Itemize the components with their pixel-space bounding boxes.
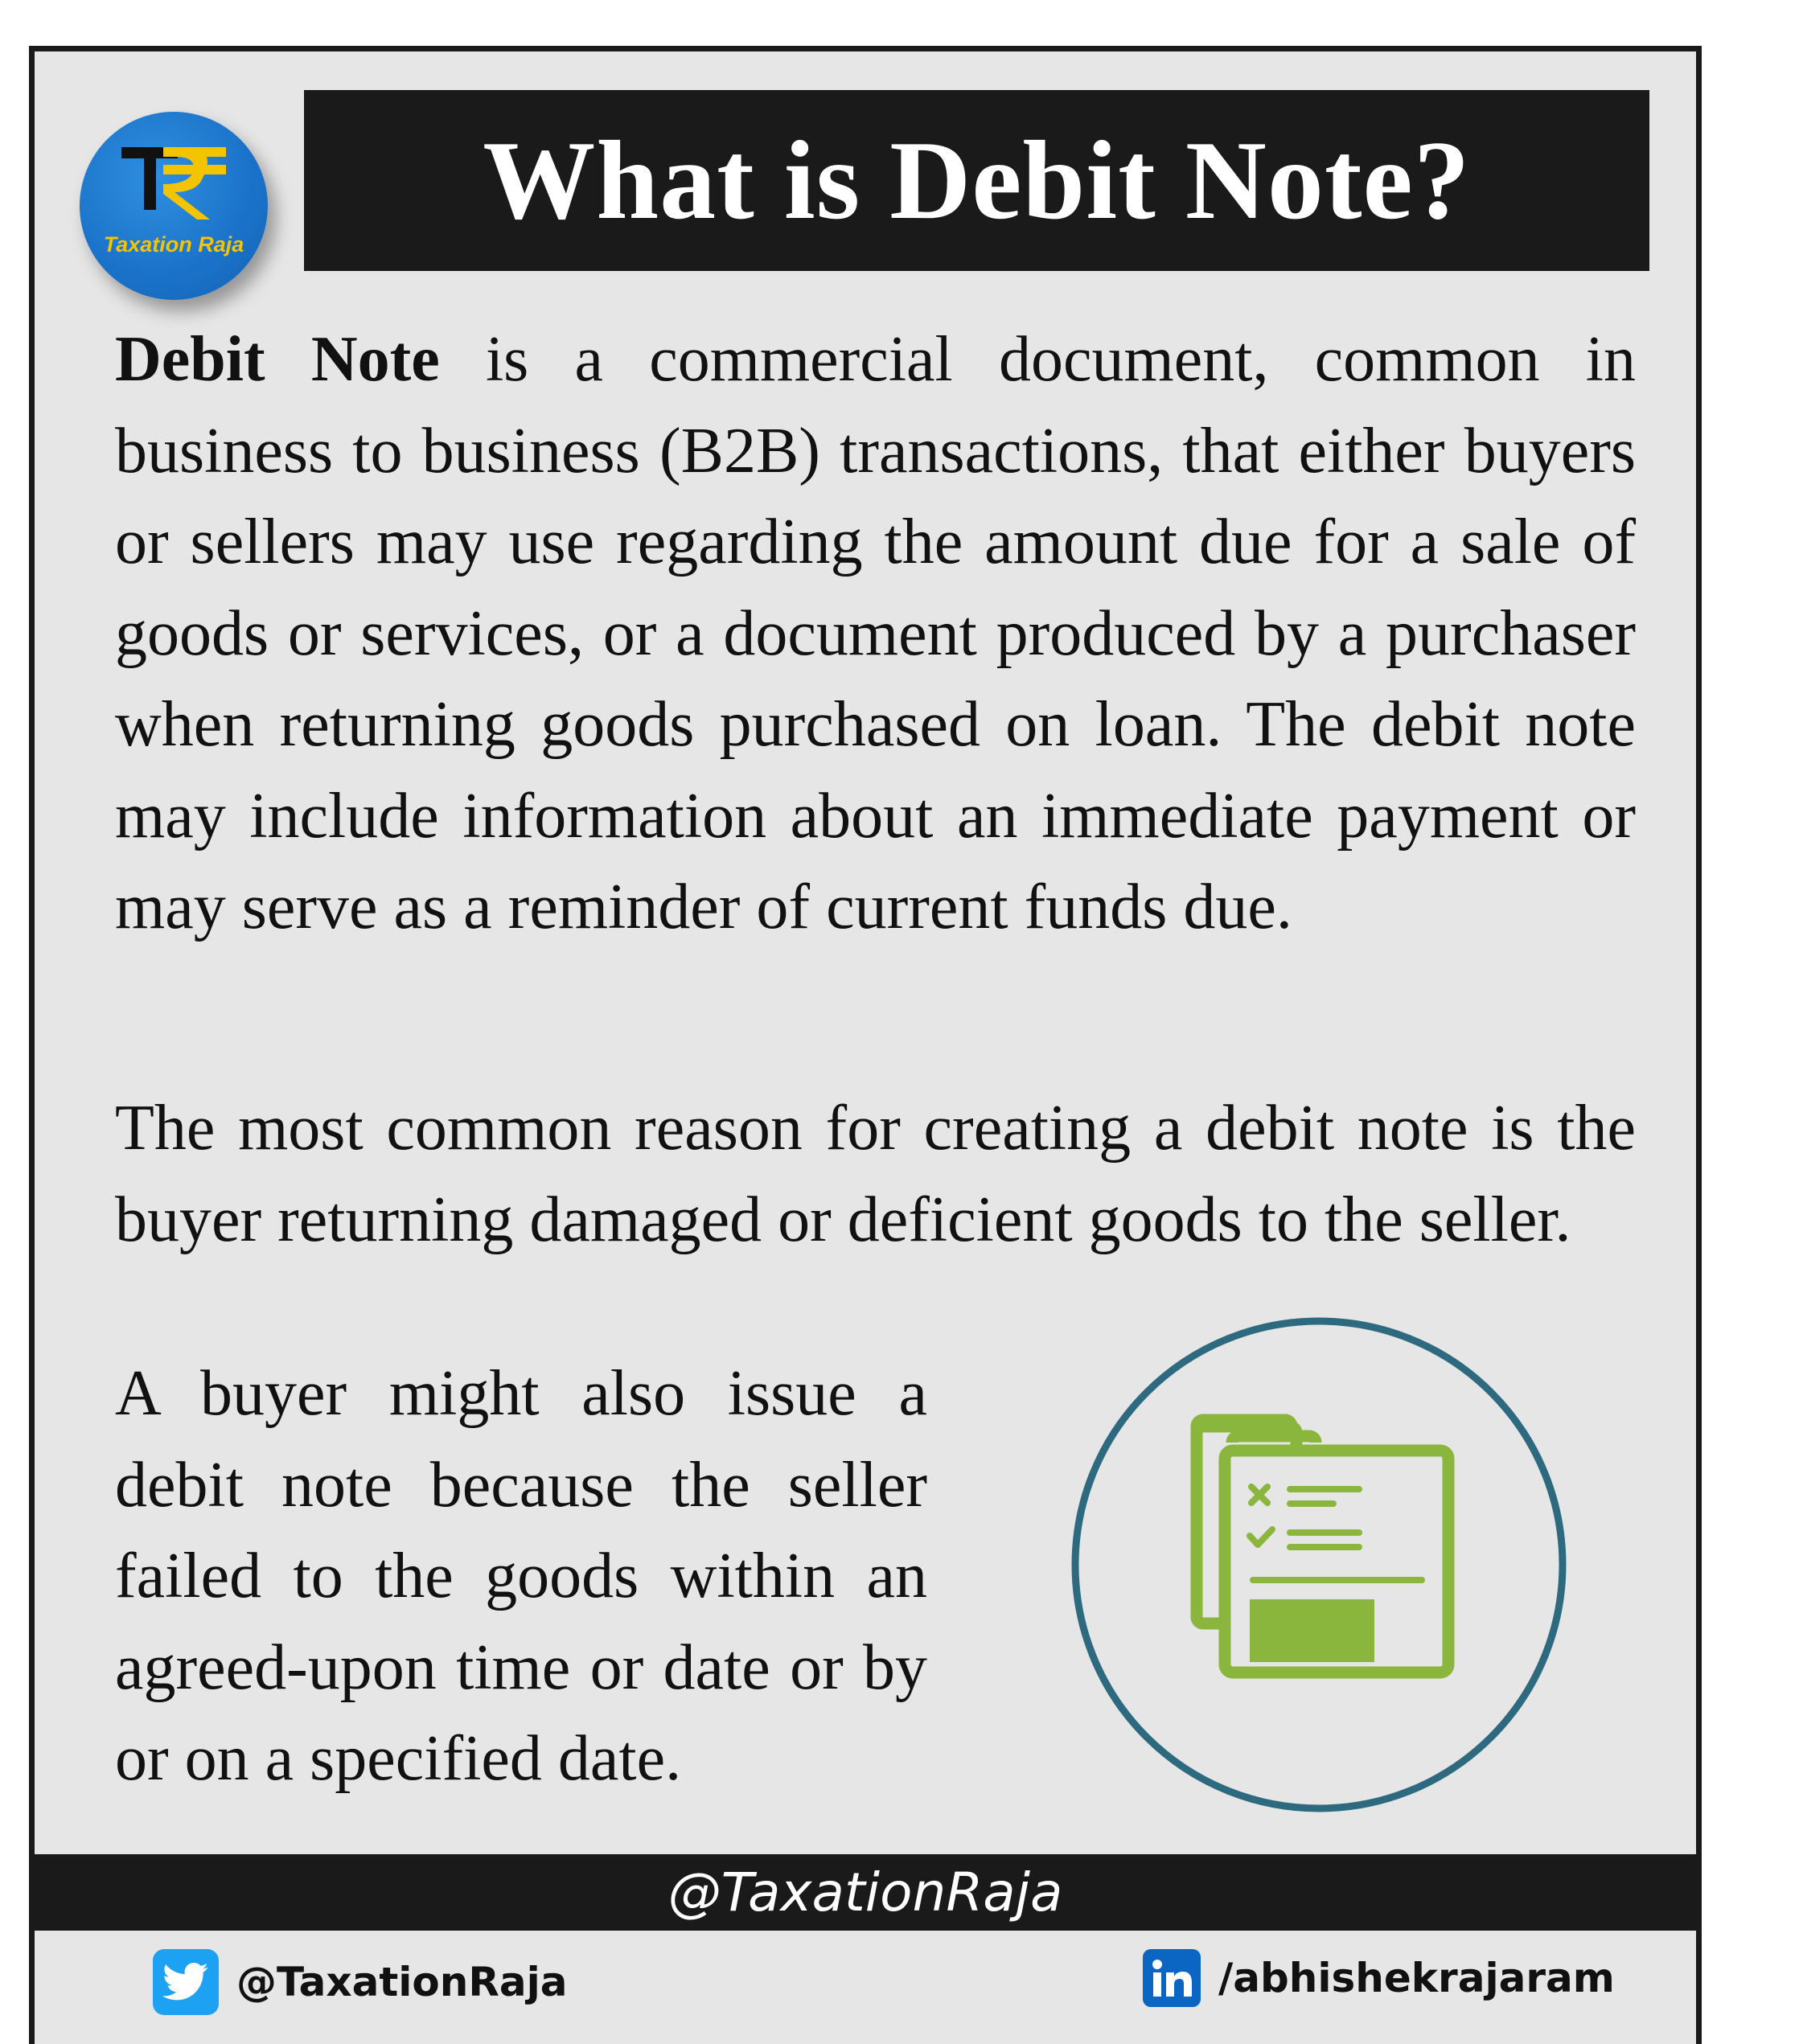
reason-paragraph: The most common reason for creating a debit note is the buyer returning damaged or deficient goods to the seller. bbox=[115, 1093, 1636, 1255]
taxation-raja-logo bbox=[80, 112, 268, 300]
definition-paragraph bbox=[115, 314, 1636, 954]
rupee-logo-icon bbox=[80, 112, 268, 300]
linkedin-handle: /abhishekrajaram bbox=[1218, 1955, 1615, 2001]
twitter-link[interactable] bbox=[153, 1949, 568, 2015]
footer-handle: @TaxationRaja bbox=[667, 1861, 1063, 1923]
buyer-issue-paragraph: A buyer might also issue a debit note because the seller failed to the goods within an agreed-upon time or date or by or on a specified date. bbox=[115, 1358, 927, 1794]
page-title: What is Debit Note? bbox=[483, 117, 1471, 243]
info-card bbox=[29, 46, 1702, 2044]
title-bar bbox=[304, 90, 1649, 271]
document-checklist-icon bbox=[1068, 1314, 1570, 1816]
logo-text: Taxation Raja bbox=[103, 232, 244, 257]
footer-bar bbox=[35, 1854, 1696, 1931]
twitter-handle: @TaxationRaja bbox=[236, 1959, 568, 2005]
linkedin-link[interactable] bbox=[1143, 1949, 1615, 2007]
twitter-icon bbox=[153, 1949, 219, 2015]
definition-text: is a commercial document, common in business to business (B2B) transactions, that either buyers or sellers may use regarding the amount due for a sale of goods or services, or a document produced by a purchaser when returning goods purchased on loan. The debit note may include information about an immediate payment or may serve as a reminder of current funds due. bbox=[115, 324, 1637, 942]
term-bold: Debit Note bbox=[115, 324, 440, 395]
linkedin-icon bbox=[1143, 1949, 1201, 2007]
